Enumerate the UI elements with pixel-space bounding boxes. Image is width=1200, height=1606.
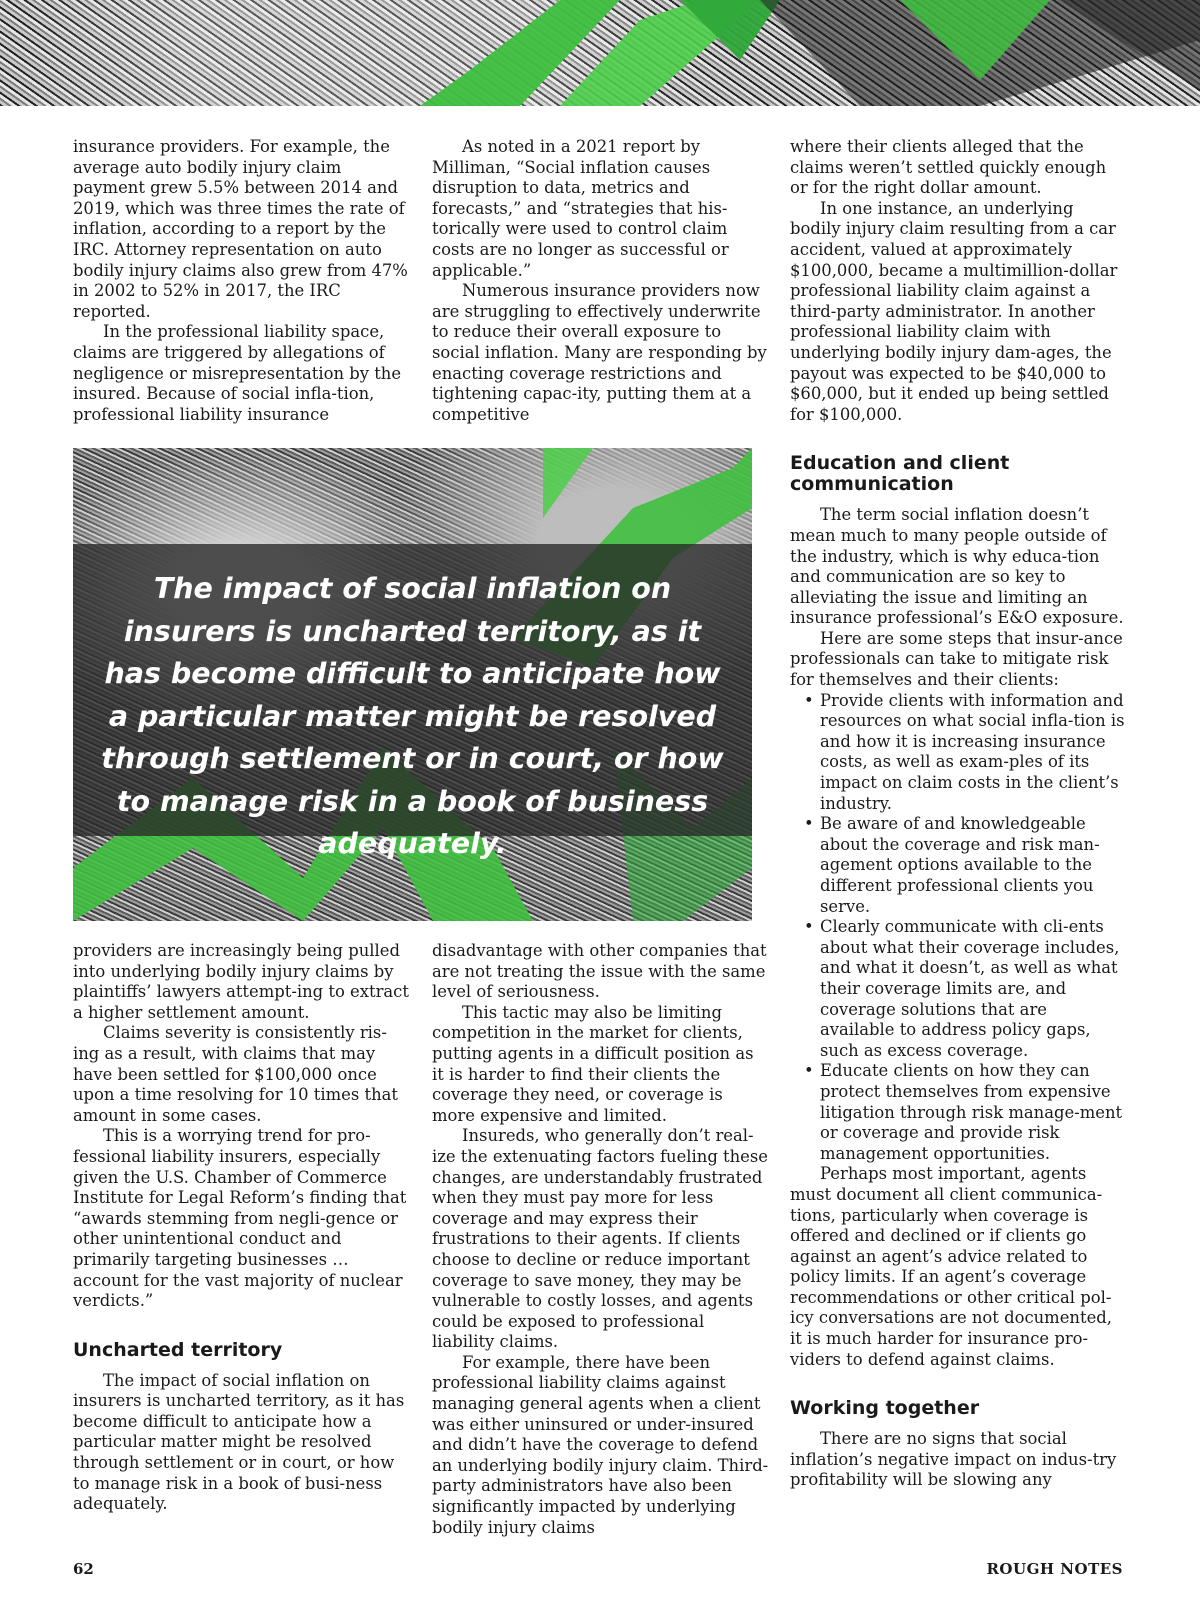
paragraph: Numerous insurance providers now are struggling to effectively underwrite to reduce their overall exposure to social inflation. Many are responding by enacting coverage restrictions and tightening capac-ity, putting them at a competitive: [432, 281, 767, 424]
page-number: 62: [73, 1560, 94, 1578]
paragraph: Claims severity is consistently ris-ing as a result, with claims that may have been settled for $100,000 once upon a time resolving for 10 times that amount in some cases.: [73, 1023, 399, 1125]
paragraph: This is a worrying trend for pro-fessional liability insurers, especially given the U.S. Chamber of Commerce Institute for Legal Reform’s finding that “awards stemming from negli-gence or other unintentional conduct and primarily targeting businesses … account for the vast majority of nuclear verdicts.”: [73, 1126, 407, 1311]
pull-quote-text: The impact of social inflation on insurers is uncharted territory, as it has become difficult to anticipate how a particular matter might be resolved through settlement or in court, or how to manage risk in a book of business adequately.: [101, 572, 724, 860]
paragraph: where their clients alleged that the claims weren’t settled quickly enough or for the right dollar amount.: [790, 137, 1107, 198]
paragraph: providers are increasingly being pulled into underlying bodily injury claims by plaintiffs’ lawyers attempt-ing to extract a higher settlement amount.: [73, 941, 409, 1022]
paragraph: disadvantage with other companies that are not treating the issue with the same level of seriousness.: [432, 941, 767, 1002]
paragraph: This tactic may also be limiting competition in the market for clients, putting agents in a difficult position as it is harder to find their clients the coverage they need, or coverage is more expensive and limited.: [432, 1002, 754, 1125]
paragraph: Perhaps most important, agents must document all client communica-tions, particularly when coverage is offered and declined or if clients go against an agent’s advice related to policy limits. If an agent’s coverage recommendations or other critical pol-icy conversations are not documented, it is much harder for insurance pro-viders to defend against claims.: [790, 1164, 1112, 1369]
steps-bullet-list: [790, 691, 1126, 1165]
banner-green-zigzag: [0, 0, 1200, 106]
paragraph: There are no signs that social inflation’s negative impact on indus-try profitability will be slowing any: [790, 1429, 1117, 1490]
publication-name: ROUGH NOTES: [986, 1560, 1123, 1578]
paragraph: The term social inflation doesn’t mean much to many people outside of the industry, which is why educa-tion and communication are so key to alleviating the issue and limiting an insurance professional’s E&O exposure.: [790, 505, 1124, 628]
list-item: • Provide clients with information and resources on what social infla-tion is and how it is increasing insurance costs, as well as exam-ples of its impact on claim costs in the client’s industry.: [790, 691, 1126, 815]
paragraph: Here are some steps that insur-ance professionals can take to mitigate risk for themselves and their clients:: [790, 628, 1123, 690]
column-2-bottom: [432, 941, 770, 1538]
paragraph: Insureds, who generally don’t real-ize the extenuating factors fueling these changes, are understandably frustrated when they must pay more for less coverage and may express their frustrations to their agents. If clients choose to decline or reduce important coverage to save money, they may be vulnerable to costly losses, and agents could be exposed to professional liability claims.: [432, 1126, 768, 1352]
paragraph: insurance providers. For example, the average auto bodily injury claim payment grew 5.5% between 2014 and 2019, which was three times the rate of inflation, according to a report by the IRC. Attorney representation on auto bodily injury claims also grew from 47% in 2002 to 52% in 2017, the IRC reported.: [73, 137, 408, 321]
column-2-top: [432, 137, 770, 425]
header-banner-image: [0, 0, 1200, 106]
column-1-bottom: [73, 941, 411, 1515]
section-heading-education: Education and client communication: [790, 452, 1010, 496]
section-heading-working-together: Working together: [790, 1397, 980, 1420]
column-3: [790, 137, 1126, 1491]
paragraph: In one instance, an underlying bodily injury claim resulting from a car accident, valued at approximately $100,000, became a multimillion-dollar professional liability claim against a third-party administrator. In another professional liability claim with underlying bodily injury dam-ages, the payout was expected to be $40,000 to $60,000, but it ended up being settled for $100,000.: [790, 198, 1118, 424]
pull-quote-image: [73, 448, 752, 921]
section-heading-uncharted: Uncharted territory: [73, 1338, 283, 1361]
list-item: • Clearly communicate with cli-ents about what their coverage includes, and what it doesn’t, as well as what their coverage limits are, and coverage solutions that are available to address policy gaps, such as excess coverage.: [790, 917, 1126, 1061]
paragraph: The impact of social inflation on insurers is uncharted territory, as it has become difficult to anticipate how a particular matter might be resolved through settlement or in court, or how to manage risk in a book of busi-ness adequately.: [73, 1370, 405, 1514]
paragraph: For example, there have been professional liability claims against managing general agents when a client was either uninsured or under-insured and didn’t have the coverage to defend an underlying bodily injury claim. Third-party administrators have also been significantly impacted by underlying bodily injury claims: [432, 1352, 769, 1537]
list-item: • Educate clients on how they can protect themselves from expensive litigation through risk manage-ment or coverage and provide risk management opportunities.: [790, 1061, 1126, 1164]
paragraph: As noted in a 2021 report by Milliman, “Social inflation causes disruption to data, metrics and forecasts,” and “strategies that his-torically were used to control claim costs are no longer as successful or applicable.”: [432, 137, 729, 280]
list-item: • Be aware of and knowledgeable about the coverage and risk man-agement options available to the different professional clients you serve.: [790, 814, 1126, 917]
column-1-top: [73, 137, 411, 425]
paragraph: In the professional liability space, claims are triggered by allegations of negligence or misrepresentation by the insured. Because of social infla-tion, professional liability insurance: [73, 322, 402, 424]
